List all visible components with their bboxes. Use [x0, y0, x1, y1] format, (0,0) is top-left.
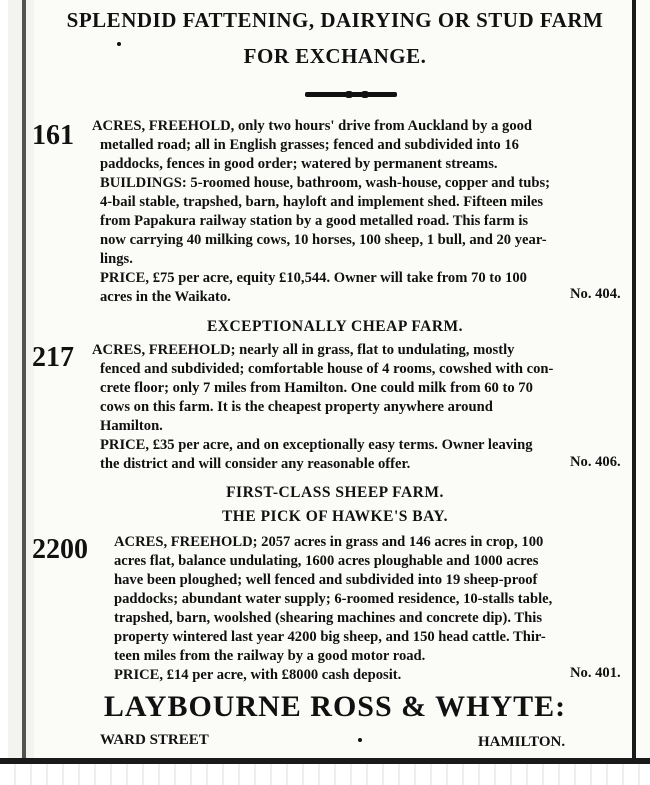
- price-line: PRICE, £75 per acre, equity £10,544. Owner will take from 70 to 100: [100, 270, 527, 286]
- price-line: PRICE, £35 per acre, and on exceptionally easy terms. Owner leaving: [100, 437, 533, 453]
- price-line: PRICE, £14 per acre, with £8000 cash deposit.: [114, 667, 402, 683]
- listing-line: trapshed, barn, woolshed (shearing machines and concrete dip). This: [114, 610, 542, 626]
- listing-line: acres in the Waikato.: [100, 289, 231, 305]
- listing-line: BUILDINGS: 5-roomed house, bathroom, wash-house, copper and tubs;: [100, 175, 551, 191]
- listing-line: teen miles from the railway by a good motor road.: [114, 648, 426, 664]
- listing-line: metalled road; all in English grasses; fenced and subdivided into 16: [100, 137, 519, 153]
- listing-line: Hamilton.: [100, 418, 163, 434]
- listing-subheading: THE PICK OF HAWKE'S BAY.: [221, 508, 449, 525]
- listing-line: now carrying 40 milking cows, 10 horses, 100 sheep, 1 bull, and 20 year-: [100, 232, 547, 248]
- listing-line: acres flat, balance undulating, 1600 acres ploughable and 1000 acres: [114, 553, 539, 569]
- listing-line: fenced and subdivided; comfortable house of 4 rooms, cowshed with con-: [100, 361, 554, 377]
- listing-line: paddocks, fences in good order; watered by permanent streams.: [100, 156, 498, 172]
- listing-line: ACRES, FREEHOLD; 2057 acres in grass and 146 acres in crop, 100: [114, 534, 544, 550]
- ink-speck: [117, 42, 121, 46]
- listing-line: cows on this farm. It is the cheapest property anywhere around: [100, 399, 493, 415]
- listing-number: No. 406.: [570, 454, 621, 470]
- listing-line: 4-bail stable, trapshed, barn, hayloft and implement shed. Fifteen miles: [100, 194, 544, 210]
- listing-number: No. 401.: [570, 665, 621, 681]
- ink-speck: [358, 738, 362, 742]
- listing-line: paddocks; abundant water supply; 6-roomed residence, 10-stalls table,: [114, 591, 553, 607]
- right-border-rule: [632, 0, 636, 785]
- listing-line: the district and will consider any reasonable offer.: [100, 456, 411, 472]
- listing-line: ACRES, FREEHOLD; nearly all in grass, flat to undulating, mostly: [92, 342, 515, 358]
- firm-name: LAYBOURNE ROSS & WHYTE:: [103, 690, 567, 723]
- city-address: HAMILTON.: [478, 734, 566, 750]
- acreage-figure: 2200: [32, 534, 88, 565]
- acreage-figure: 161: [32, 120, 74, 151]
- ad-headline: SPLENDID FATTENING, DAIRYING OR STUD FARM: [66, 8, 604, 32]
- bottom-print-smear: [0, 764, 650, 785]
- listing-heading: EXCEPTIONALLY CHEAP FARM.: [206, 318, 464, 335]
- torn-left-edge: [0, 0, 34, 785]
- listing-heading: FIRST-CLASS SHEEP FARM.: [226, 484, 444, 501]
- listing-line: ACRES, FREEHOLD, only two hours' drive from Auckland by a good: [92, 118, 533, 134]
- ad-subheadline: FOR EXCHANGE.: [243, 44, 427, 68]
- listing-number: No. 404.: [570, 286, 621, 302]
- listing-line: have been ploughed; well fenced and subdivided into 19 sheep-proof: [114, 572, 538, 588]
- listing-line: property wintered last year 4200 big sheep, and 150 head cattle. Thir-: [114, 629, 546, 645]
- ornament-rule: [305, 92, 397, 97]
- listing-line: lings.: [100, 251, 133, 267]
- listing-line: crete floor; only 7 miles from Hamilton. One could milk from 60 to 70: [100, 380, 533, 396]
- street-address: WARD STREET: [100, 732, 209, 748]
- acreage-figure: 217: [32, 342, 74, 373]
- listing-line: from Papakura railway station by a good metalled road. This farm is: [100, 213, 529, 229]
